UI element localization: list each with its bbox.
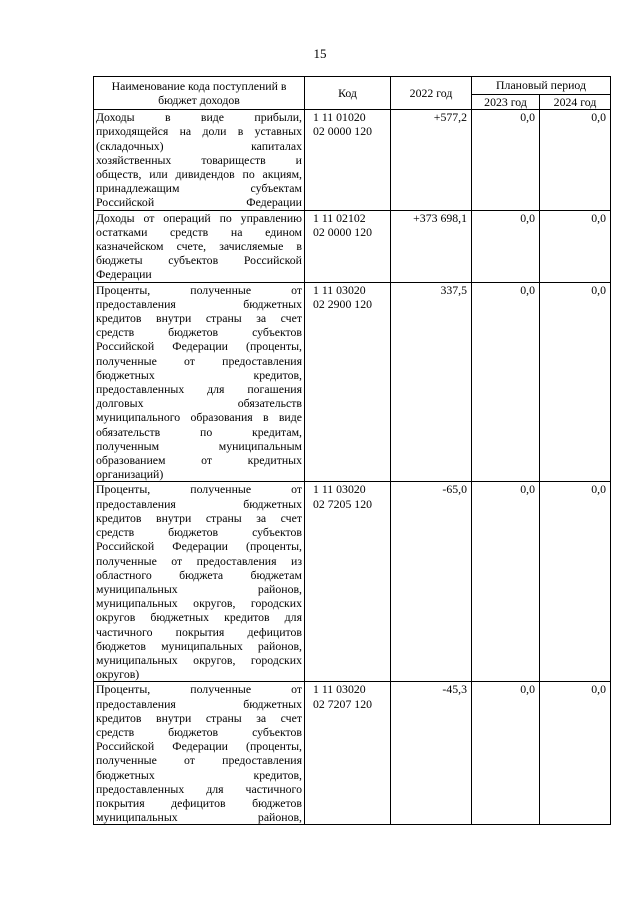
- table-row: [94, 682, 611, 825]
- revenue-code-cell: [305, 210, 391, 282]
- revenue-name-cell: [94, 682, 305, 825]
- revenue-name-line: предоставления бюджетных: [96, 296, 302, 311]
- revenue-name-line: долговых обязательств: [96, 396, 302, 411]
- revenue-name-cell: [94, 110, 305, 210]
- header-2022: 2022 год: [391, 77, 472, 110]
- revenue-name-cell: [94, 282, 305, 482]
- revenue-code-line: 02 0000 120: [313, 124, 372, 139]
- revenue-code-line: 02 0000 120: [313, 224, 372, 239]
- value-2024-cell: 0,0: [540, 682, 611, 825]
- revenue-name-line: хозяйственных товариществ и: [96, 152, 302, 167]
- revenue-name-line: муниципальных районов,: [96, 810, 302, 825]
- revenue-code-line: 1 11 01020: [313, 110, 366, 125]
- value-2023-cell: 0,0: [472, 110, 540, 210]
- revenue-name-line: полученным муниципальным: [96, 438, 302, 453]
- value-2023-cell: 0,0: [472, 282, 540, 482]
- revenue-name-line: Проценты, полученные от: [96, 282, 302, 297]
- revenue-name-line: бюджеты субъектов Российской: [96, 253, 302, 268]
- revenue-name-line: бюджетных кредитов,: [96, 367, 302, 382]
- revenue-name-line: средств бюджетов субъектов: [96, 724, 302, 739]
- value-2024-cell: 0,0: [540, 110, 611, 210]
- revenue-code-line: 02 2900 120: [313, 296, 372, 311]
- revenue-name-line: предоставленных для частичного: [96, 781, 302, 796]
- revenue-name-line: Российской Федерации: [96, 195, 302, 210]
- revenue-name-line: Доходы в виде прибыли,: [96, 110, 302, 125]
- header-plan-period: Плановый период: [472, 77, 611, 95]
- revenue-name-line: областного бюджета бюджетам: [96, 567, 302, 582]
- header-2024: 2024 год: [540, 95, 611, 110]
- revenue-name-line: бюджетных кредитов,: [96, 767, 302, 782]
- revenue-name-line: Российской Федерации (проценты,: [96, 539, 302, 554]
- revenue-name-line: Проценты, полученные от: [96, 682, 302, 697]
- revenue-name-line: частичного покрытия дефицитов: [96, 624, 302, 639]
- revenue-code-cell: [305, 682, 391, 825]
- revenue-name-line: предоставления бюджетных: [96, 496, 302, 511]
- table-row: [94, 210, 611, 282]
- revenue-name-line: обществ, или дивидендов по акциям,: [96, 167, 302, 182]
- revenue-code-line: 1 11 03020: [313, 482, 366, 497]
- revenue-code-line: 1 11 03020: [313, 282, 366, 297]
- revenue-name-line: Федерации: [96, 267, 152, 282]
- revenue-name-cell: [94, 482, 305, 682]
- revenue-name-line: округов): [96, 667, 140, 682]
- revenue-name-line: предоставления бюджетных: [96, 696, 302, 711]
- value-2023-cell: 0,0: [472, 210, 540, 282]
- revenue-name-line: бюджетов муниципальных районов,: [96, 638, 302, 653]
- value-2023-cell: 0,0: [472, 682, 540, 825]
- revenue-code-cell: [305, 282, 391, 482]
- revenue-name-line: организаций): [96, 467, 164, 482]
- revenue-name-line: кредитов внутри страны за счет: [96, 510, 302, 525]
- revenue-name-line: приходящейся на доли в уставных: [96, 124, 302, 139]
- revenue-name-line: покрытия дефицитов бюджетов: [96, 795, 302, 810]
- revenue-name-line: образованием от кредитных: [96, 453, 302, 468]
- revenue-name-line: обязательств по кредитам,: [96, 424, 302, 439]
- revenue-name-line: средств бюджетов субъектов: [96, 525, 302, 540]
- value-2024-cell: 0,0: [540, 210, 611, 282]
- revenue-code-cell: [305, 482, 391, 682]
- page-number: 15: [313, 46, 327, 61]
- revenue-name-cell: [94, 210, 305, 282]
- revenue-name-line: полученные от предоставления: [96, 353, 302, 368]
- value-2024-cell: 0,0: [540, 482, 611, 682]
- value-2022-cell: +373 698,1: [391, 210, 472, 282]
- revenue-name-line: Проценты, полученные от: [96, 482, 302, 497]
- table-row: [94, 482, 611, 682]
- revenue-name-line: предоставленных для погашения: [96, 382, 302, 397]
- revenue-code-line: 02 7207 120: [313, 696, 372, 711]
- revenue-name-line: кредитов внутри страны за счет: [96, 710, 302, 725]
- revenue-name-line: казначейском счете, зачисляемые в: [96, 239, 302, 254]
- revenue-name-line: средств бюджетов субъектов: [96, 325, 302, 340]
- revenue-name-line: муниципальных округов, городских: [96, 652, 302, 667]
- revenue-name-line: округов бюджетных кредитов для: [96, 610, 302, 625]
- table-row: [94, 110, 611, 210]
- revenue-table: [93, 76, 611, 825]
- revenue-name-line: муниципальных округов, городских: [96, 596, 302, 611]
- value-2024-cell: 0,0: [540, 282, 611, 482]
- revenue-code-cell: [305, 110, 391, 210]
- revenue-name-line: полученные от предоставления из: [96, 553, 302, 568]
- value-2022-cell: -45,3: [391, 682, 472, 825]
- value-2022-cell: 337,5: [391, 282, 472, 482]
- revenue-code-line: 1 11 02102: [313, 210, 366, 225]
- revenue-name-line: принадлежащим субъектам: [96, 181, 302, 196]
- table-row: [94, 282, 611, 482]
- revenue-code-line: 1 11 03020: [313, 682, 366, 697]
- header-code: Код: [305, 77, 391, 110]
- header-name: Наименование кода поступлений в бюджет доходов: [94, 77, 305, 110]
- revenue-name-line: Российской Федерации (проценты,: [96, 739, 302, 754]
- revenue-name-line: муниципального образования в виде: [96, 410, 302, 425]
- revenue-name-line: полученные от предоставления: [96, 753, 302, 768]
- value-2022-cell: +577,2: [391, 110, 472, 210]
- revenue-name-line: остатками средств на едином: [96, 224, 302, 239]
- revenue-name-line: кредитов внутри страны за счет: [96, 311, 302, 326]
- revenue-name-line: (складочных) капиталах: [96, 138, 302, 153]
- revenue-code-line: 02 7205 120: [313, 496, 372, 511]
- header-2023: 2023 год: [472, 95, 540, 110]
- revenue-name-line: муниципальных районов,: [96, 581, 302, 596]
- value-2023-cell: 0,0: [472, 482, 540, 682]
- revenue-name-line: Российской Федерации (проценты,: [96, 339, 302, 354]
- value-2022-cell: -65,0: [391, 482, 472, 682]
- revenue-name-line: Доходы от операций по управлению: [96, 210, 302, 225]
